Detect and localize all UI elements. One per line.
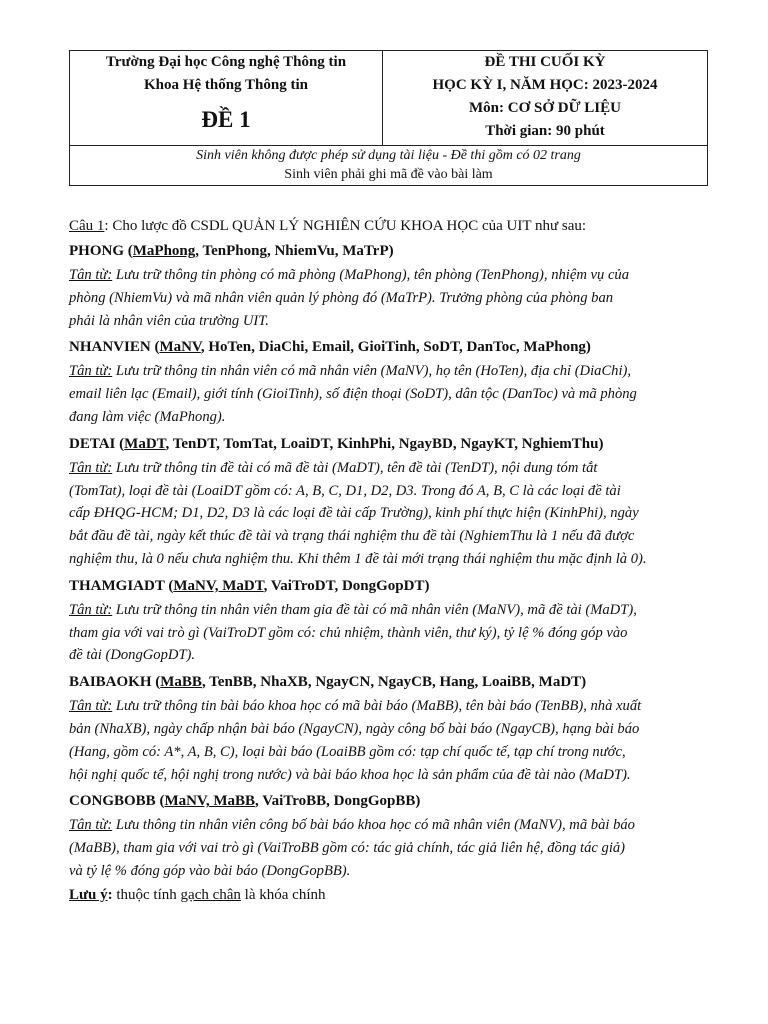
entity-name: PHONG (69, 243, 124, 259)
entity-name: BAIBAOKH (69, 674, 152, 691)
attributes: , VaiTroBB, DongGopBB) (255, 793, 421, 810)
duration: Thời gian: 90 phút (485, 123, 605, 139)
exam-body (69, 216, 712, 906)
description-label: Tân từ: (69, 601, 113, 618)
entity-schema: CONGBOBB (MaNV, MaBB, VaiTroBB, DongGopBB) (69, 793, 421, 810)
entity-schema: BAIBAOKH (MaBB, TenBB, NhaXB, NgayCN, NgayCB, Hang, LoaiBB, MaDT) (69, 674, 587, 691)
entity-description: Tân từ: Lưu trữ thông tin bài báo khoa học có mã bài báo (MaBB), tên bài báo (TenBB), nhà xuất bản (NhaXB), ngày chấp nhận bài báo (NgayCN), ngày công bố bài báo (NgayCB), hạng bài báo (Hang, gồm có: A*, A, B, C), loại bài báo (LoaiBB gồm có: tạp chí quốc tế, tạp chí trong nước, hội nghị quốc tế, hội nghị trong nước) và bài báo khoa học là sản phẩm của đề tài nào (MaDT). (69, 698, 642, 783)
note: Lưu ý: thuộc tính gạch chân là khóa chính (69, 886, 326, 903)
attributes: , HoTen, DiaChi, Email, GioiTinh, SoDT, DanToc, MaPhong) (200, 339, 591, 356)
note-label: Lưu ý (69, 886, 108, 903)
entity-description: Tân từ: Lưu trữ thông tin nhân viên tham gia đề tài có mã nhân viên (MaNV), mã đề tài (MaDT), tham gia với vai trò gì (VaiTroDT gồm có: chủ nhiệm, thành viên, thư ký), tỷ lệ % đóng góp vào đề tài (DongGopDT). (69, 601, 637, 664)
entity-description: Tân từ: Lưu thông tin nhân viên công bố bài báo khoa học có mã nhân viên (MaNV), mã bài báo (MaBB), tham gia với vai trò gì (VaiTroBB gồm có: tác giả chính, tác giả liên hệ, đồng tác giả) và tỷ lệ % đóng góp vào bài báo (DongGopBB). (69, 817, 635, 879)
entity-name: NHANVIEN (69, 339, 151, 356)
primary-key: MaNV, MaBB (164, 793, 255, 810)
entity-description: Tân từ: Lưu trữ thông tin đề tài có mã đề tài (MaDT), tên đề tài (TenDT), nội dung tóm tắt (TomTat), loại đề tài (LoaiDT gồm có: A, B, C, D1, D2, D3. Trong đó A, B, C là các loại đề tài cấp ĐHQG-HCM; D1, D2, D3 là các loại đề tài cấp Trường), kinh phí thực hiện (KinhPhi), ngày bắt đầu đề tài, ngày kết thúc đề tài và trạng thái nghiệm thu đề tài (NghiemThu là 1 nếu đã được nghiệm thu, là 0 nếu chưa nghiệm thu. Khi thêm 1 đề tài mới trạng thái nghiệm thu mặc định là 0). (69, 459, 647, 567)
question-1 (69, 216, 712, 237)
attributes: , VaiTroDT, DongGopDT) (263, 577, 430, 594)
description-label: Tân từ: (69, 698, 113, 715)
exam-code: ĐỀ 1 (201, 107, 251, 132)
primary-key: MaDT (124, 435, 166, 452)
exam-code-note: Sinh viên phải ghi mã đề vào bài làm (284, 167, 493, 182)
entity-list (69, 240, 712, 883)
entity-name: CONGBOBB (69, 793, 156, 810)
entity-schema: THAMGIADT (MaNV, MaDT, VaiTroDT, DongGopDT) (69, 577, 430, 594)
subject: Môn: CƠ SỞ DỮ LIỆU (469, 100, 621, 116)
attributes: , TenPhong, NhiemVu, MaTrP) (195, 243, 394, 259)
header-left-cell (70, 51, 382, 145)
exam-header-table (69, 50, 708, 186)
entity-schema: DETAI (MaDT, TenDT, TomTat, LoaiDT, KinhPhi, NgayBD, NgayKT, NghiemThu) (69, 435, 604, 452)
description-label: Tân từ: (69, 459, 113, 476)
primary-key: MaBB (160, 674, 202, 691)
note-underlined: gạch chân (180, 886, 241, 903)
header-notes (70, 146, 707, 186)
primary-key: MaPhong (132, 243, 196, 259)
description-label: Tân từ: (69, 363, 113, 380)
exam-rule-note: Sinh viên không được phép sử dụng tài liệu - Đề thi gồm có 02 trang (196, 148, 581, 163)
entity-schema: PHONG (MaPhong, TenPhong, NhiemVu, MaTrP) (69, 243, 394, 259)
primary-key: MaNV, MaDT (173, 577, 264, 594)
faculty-name: Khoa Hệ thống Thông tin (144, 77, 308, 93)
question-text: : Cho lược đồ CSDL QUẢN LÝ NGHIÊN CỨU KHOA HỌC của UIT như sau: (104, 218, 587, 234)
entity-description: Tân từ: Lưu trữ thông tin nhân viên có mã nhân viên (MaNV), họ tên (HoTen), địa chỉ (DiaChi), email liên lạc (Email), giới tính (GioiTinh), số điện thoại (SoDT), dân tộc (DanToc) và mã phòng đang làm việc (MaPhong). (69, 363, 637, 425)
entity-description: Tân từ: Lưu trữ thông tin phòng có mã phòng (MaPhong), tên phòng (TenPhong), nhiệm vụ của phòng (NhiemVu) và mã nhân viên quản lý phòng đó (MaTrP). Trưởng phòng của phòng ban phải là nhân viên của trường UIT. (69, 267, 630, 329)
description-label: Tân từ: (69, 817, 113, 834)
semester: HỌC KỲ I, NĂM HỌC: 2023-2024 (432, 77, 658, 93)
entity-name: THAMGIADT (69, 577, 165, 594)
school-name: Trường Đại học Công nghệ Thông tin (105, 54, 347, 70)
exam-title: ĐỀ THI CUỐI KỲ (484, 54, 606, 70)
attributes: , TenBB, NhaXB, NgayCN, NgayCB, Hang, LoaiBB, MaDT) (201, 674, 587, 691)
entity-schema: NHANVIEN (MaNV, HoTen, DiaChi, Email, GioiTinh, SoDT, DanToc, MaPhong) (69, 339, 591, 356)
attributes: , TenDT, TomTat, LoaiDT, KinhPhi, NgayBD, NgayKT, NghiemThu) (165, 435, 604, 452)
entity-name: DETAI (69, 435, 116, 452)
header-right-cell (383, 51, 707, 145)
primary-key: MaNV (159, 339, 201, 356)
question-label: Câu 1 (69, 218, 105, 234)
description-label: Tân từ: (69, 267, 113, 283)
